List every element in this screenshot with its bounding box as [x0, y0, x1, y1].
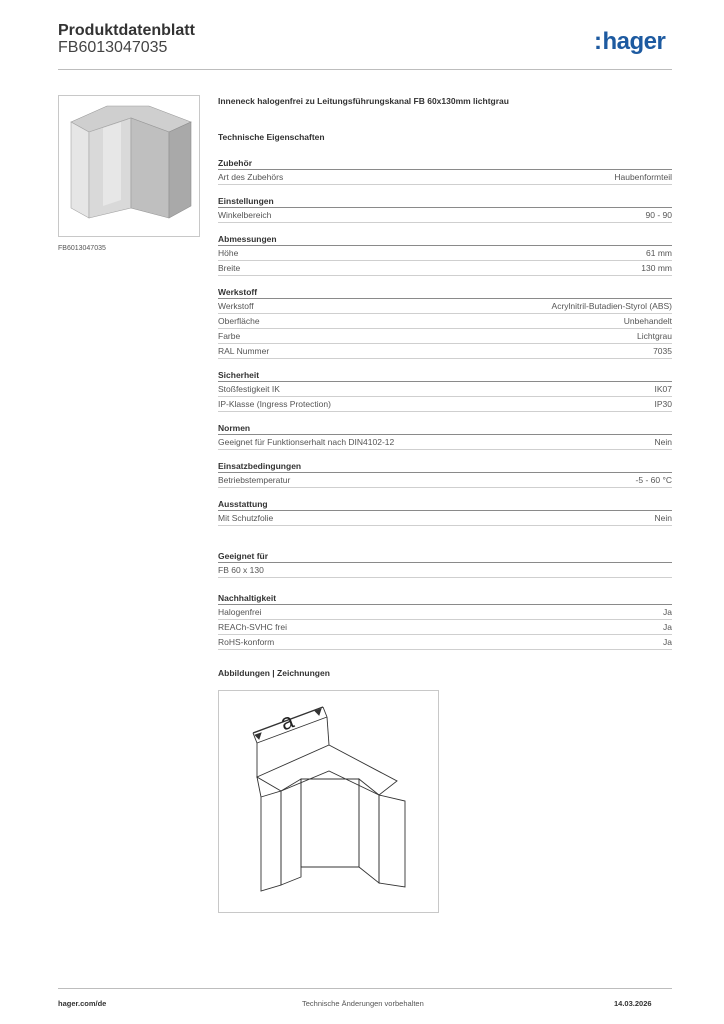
table-row: Betriebstemperatur -5 - 60 °C	[218, 473, 672, 488]
table-row: Halogenfrei Ja	[218, 605, 672, 620]
technical-drawing	[218, 690, 439, 913]
group-title: Werkstoff	[218, 286, 672, 299]
group-title: Ausstattung	[218, 498, 672, 511]
group-geeignet-fuer	[218, 550, 672, 578]
group-nachhaltigkeit	[218, 592, 672, 650]
group-title: Geeignet für	[218, 550, 672, 563]
table-row: FB 60 x 130	[218, 563, 672, 578]
group-title: Sicherheit	[218, 369, 672, 382]
table-row: Oberfläche Unbehandelt	[218, 314, 672, 329]
group-title: Nachhaltigkeit	[218, 592, 672, 605]
group-einstellungen	[218, 195, 672, 223]
table-row: Winkelbereich 90 - 90	[218, 208, 672, 223]
table-row: Farbe Lichtgrau	[218, 329, 672, 344]
table-row: REACh-SVHC frei Ja	[218, 620, 672, 635]
footer-website[interactable]: hager.com/de	[58, 999, 107, 1008]
footer-date: 14.03.2026	[614, 999, 652, 1008]
product-number: FB6013047035	[58, 39, 168, 56]
footer-disclaimer: Technische Änderungen vorbehalten	[302, 999, 424, 1008]
table-row: Breite 130 mm	[218, 261, 672, 276]
group-ausstattung	[218, 498, 672, 526]
group-title: Einstellungen	[218, 195, 672, 208]
table-row: Mit Schutzfolie Nein	[218, 511, 672, 526]
group-title: Abmessungen	[218, 233, 672, 246]
page-title: Produktdatenblatt	[58, 22, 195, 39]
group-sicherheit	[218, 369, 672, 412]
table-row: Geeignet für Funktionserhalt nach DIN4102-12 Nein	[218, 435, 672, 450]
table-row: Höhe 61 mm	[218, 246, 672, 261]
technical-properties-heading: Technische Eigenschaften	[218, 132, 325, 142]
product-image	[58, 95, 200, 237]
datasheet-content	[218, 96, 672, 693]
dimension-label-a: a	[276, 707, 297, 736]
table-row: Art des Zubehörs Haubenformteil	[218, 170, 672, 185]
table-row: IP-Klasse (Ingress Protection) IP30	[218, 397, 672, 412]
hager-logo: :hager	[594, 28, 666, 55]
group-normen	[218, 422, 672, 450]
table-row: RoHS-konform Ja	[218, 635, 672, 650]
header-divider	[58, 69, 672, 70]
group-zubehoer	[218, 157, 672, 185]
footer-divider	[58, 988, 672, 989]
table-row: Werkstoff Acrylnitril-Butadien-Styrol (ABS)	[218, 299, 672, 314]
table-row: RAL Nummer 7035	[218, 344, 672, 359]
group-werkstoff	[218, 286, 672, 359]
drawings-heading: Abbildungen | Zeichnungen	[218, 668, 330, 678]
group-title: Einsatzbedingungen	[218, 460, 672, 473]
table-row: Stoßfestigkeit IK IK07	[218, 382, 672, 397]
group-title: Normen	[218, 422, 672, 435]
product-name: Inneneck halogenfrei zu Leitungsführungskanal FB 60x130mm lichtgrau	[218, 96, 509, 106]
group-title: Zubehör	[218, 157, 672, 170]
product-image-caption: FB6013047035	[58, 245, 106, 252]
group-abmessungen	[218, 233, 672, 276]
group-einsatzbedingungen	[218, 460, 672, 488]
